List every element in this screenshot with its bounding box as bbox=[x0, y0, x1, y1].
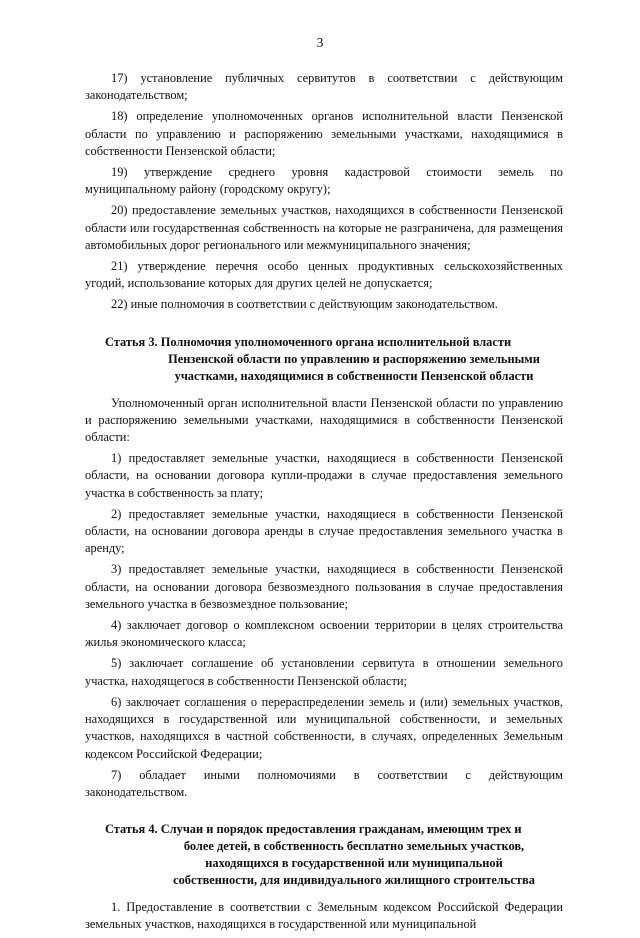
list-item: 6) заключает соглашения о перераспределении земель и (или) земельных участков, находящихся в государственной или муниципальной собственности, и земельных участков, находящихся в частной собственности, в случаях, определенных Земельным кодексом Российской Федерации; bbox=[85, 694, 563, 761]
article-3-heading bbox=[85, 334, 563, 385]
list-item: 21) утверждение перечня особо ценных продуктивных сельскохозяйственных угодий, использование которых для других целей не допускается; bbox=[85, 259, 563, 291]
article-4-title-line: находящихся в государственной или муниципальной bbox=[205, 856, 503, 871]
article-3-list bbox=[85, 450, 563, 801]
page-number: 3 bbox=[316, 35, 324, 50]
article-4-title-line: Статья 4. Случаи и порядок предоставления гражданам, имеющим трех и bbox=[105, 822, 522, 837]
article-4-paragraph-1: 1. Предоставление в соответствии с Земельным кодексом Российской Федерации земельных участков, находящихся в государственной или муниципальной bbox=[85, 900, 563, 932]
article-3-intro: Уполномоченный орган исполнительной власти Пензенской области по управлению и распоряжению земельными участками, находящимися в собственности Пензенской области: bbox=[85, 395, 563, 445]
article-4-heading bbox=[85, 821, 563, 889]
list-item: 20) предоставление земельных участков, находящихся в собственности Пензенской области или государственная собственность на которые не разграничена, для размещения автомобильных дорог регионального или межмуниципального значения; bbox=[85, 203, 563, 252]
list-item: 19) утверждение среднего уровня кадастровой стоимости земель по муниципальному району (городскому округу); bbox=[85, 165, 563, 197]
article-3-title-line: участками, находящимися в собственности Пензенской области bbox=[174, 368, 534, 383]
article-3-title-line: Пензенской области по управлению и распоряжению земельными bbox=[168, 351, 540, 366]
article-4-title-line: собственности, для индивидуального жилищного строительства bbox=[173, 873, 535, 888]
list-item: 18) определение уполномоченных органов исполнительной власти Пензенской области по управлению и распоряжению земельными участками, находящимися в собственности Пензенской области; bbox=[85, 109, 563, 158]
list-item: 7) обладает иными полномочиями в соответствии с действующим законодательством. bbox=[85, 767, 563, 799]
list-item: 5) заключает соглашение об установлении сервитута в отношении земельного участка, находящегося в собственности Пензенской области; bbox=[85, 656, 563, 688]
list-item: 2) предоставляет земельные участки, находящиеся в собственности Пензенской области, на основании договора аренды в случае предоставления земельного участка в аренду; bbox=[85, 506, 563, 556]
list-item: 3) предоставляет земельные участки, находящиеся в собственности Пензенской области, на основании договора безвозмездного пользования в случае предоставления земельного участка в безвозмездное пользование; bbox=[85, 562, 563, 611]
list-item: 4) заключает договор о комплексном освоении территории в целях строительства жилья экономического класса; bbox=[85, 618, 563, 650]
list-item: 1) предоставляет земельные участки, находящиеся в собственности Пензенской области, на основании договора купли-продажи в случае предоставления земельного участка в собственность за плату; bbox=[85, 451, 563, 500]
list-item: 17) установление публичных сервитутов в соответствии с действующим законодательством; bbox=[85, 71, 563, 103]
powers-list bbox=[85, 70, 563, 314]
list-item: 22) иные полномочия в соответствии с действующим законодательством. bbox=[111, 297, 498, 312]
document-body bbox=[85, 70, 563, 938]
article-3-title-line: Статья 3. Полномочия уполномоченного органа исполнительной власти bbox=[105, 334, 512, 349]
article-4-title-line: более детей, в собственность бесплатно земельных участков, bbox=[183, 839, 525, 854]
